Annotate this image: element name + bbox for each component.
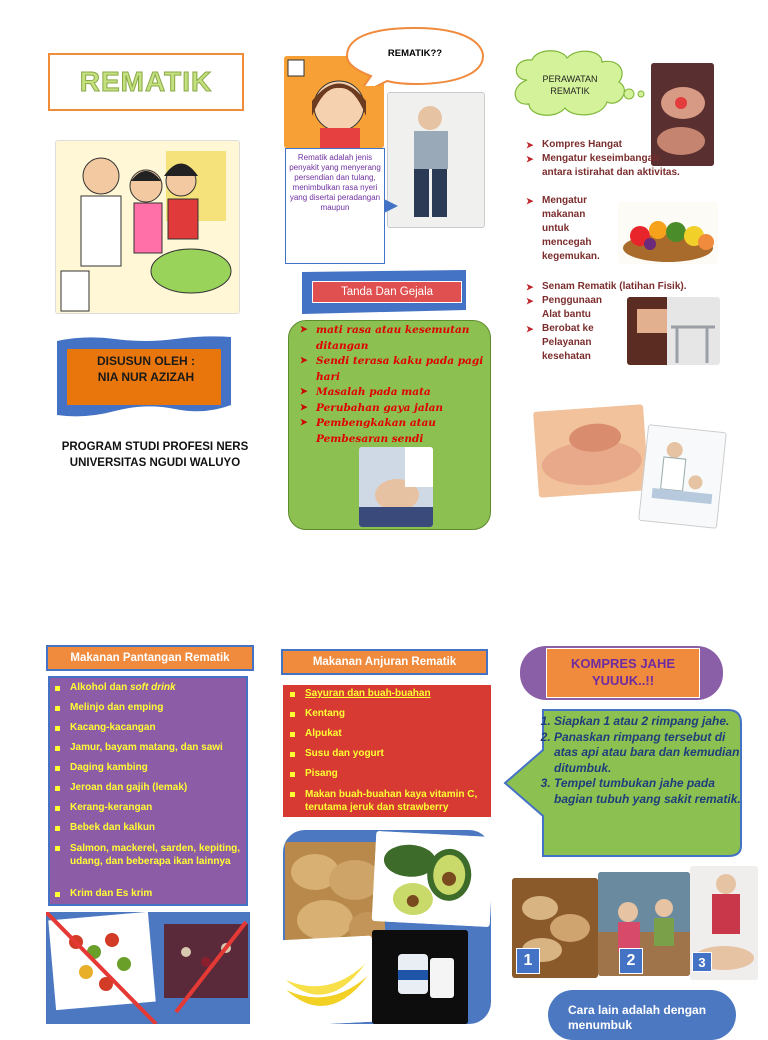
list-item: Kacang-kacangan	[50, 722, 248, 742]
fruit-photo	[618, 202, 718, 264]
definition-box: Rematik adalah jenis penyakit yang menyerang persendian dan tulang, menimbulkan rasa nyeri yang disertai peradangan maupun	[285, 148, 385, 264]
list-item: ➤ Perubahan gaya jalan	[300, 401, 490, 417]
list-item: ➤ Pembengkakan atau Pembesaran sendi	[300, 416, 490, 447]
list-item-italic: soft drink	[130, 682, 176, 693]
elderly-man-photo	[387, 92, 485, 228]
care-heading	[520, 73, 620, 97]
author-name: NIA NUR AZIZAH	[97, 370, 195, 384]
list-item: Alpukat	[285, 728, 485, 748]
knee-massage-photo	[533, 404, 649, 497]
list-item: ➤ Masalah pada mata	[300, 385, 490, 401]
list-item: Sayuran dan buah-buahan	[285, 688, 485, 708]
cartoon-illustration	[55, 140, 240, 314]
list-item: Krim dan Es krim	[50, 888, 248, 908]
avoid-foods-photo-area	[46, 912, 250, 1024]
symptoms-heading: Tanda Dan Gejala	[312, 281, 462, 303]
walker-photo	[627, 297, 720, 365]
avoid-foods-heading: Makanan Pantangan Rematik	[46, 645, 254, 671]
program-block	[40, 439, 270, 471]
recommended-foods-list	[285, 688, 485, 814]
care-list-1	[526, 138, 686, 180]
program-name: PROGRAM STUDI PROFESI NERS	[61, 441, 249, 453]
photo-number: 1	[516, 948, 540, 974]
ginger-preparation-photo	[598, 872, 690, 976]
avoid-foods-list	[50, 682, 248, 908]
university-name: UNIVERSITAS NGUDI WALUYO	[69, 457, 241, 469]
list-item: ➤ Sendi terasa kaku pada pagi hari	[300, 354, 490, 385]
knee-exam-photo	[359, 447, 433, 527]
author-block	[68, 353, 224, 385]
recommended-foods-heading: Makanan Anjuran Rematik	[281, 649, 488, 675]
potato-photo	[285, 842, 385, 950]
list-item: Pisang	[285, 768, 485, 788]
list-item: ➤ Mengatur makanan untuk mencegah kegemukan.	[526, 194, 606, 264]
step-item: 2. Panaskan rimpang tersebut di atas api atau bara dan kemudian ditumbuk.	[554, 730, 742, 777]
care-list-2	[526, 194, 606, 264]
list-item: Makan buah-buahan kaya vitamin C, terutama jeruk dan strawberry	[285, 788, 485, 814]
list-item: Bebek dan kalkun	[50, 822, 248, 842]
list-item: ➤ Kompres Hangat	[526, 138, 686, 152]
photo-number: 2	[619, 948, 643, 974]
list-item: Melinjo dan emping	[50, 702, 248, 722]
list-item: Kerang-kerangan	[50, 802, 248, 822]
list-item: Susu dan yogurt	[285, 748, 485, 768]
list-item: ➤ Penggunaan Alat bantu	[526, 294, 622, 322]
title-box	[48, 53, 244, 111]
banana-photo	[276, 936, 376, 1027]
list-item: Jeroan dan gajih (lemak)	[50, 782, 248, 802]
photo-number: 3	[692, 952, 712, 972]
milk-yogurt-photo	[372, 930, 468, 1024]
bed-rest-photo	[638, 424, 727, 529]
kompres-title: KOMPRES JAHE YUUUK..!!	[546, 648, 700, 698]
step-item: 1. Siapkan 1 atau 2 rimpang jahe.	[554, 714, 742, 730]
list-item: ➤ Mengatur keseimbangan antara istirahat dan aktivitas.	[526, 152, 686, 180]
alternative-method-text: Cara lain adalah dengan menumbuk	[568, 1003, 707, 1032]
list-item: ➤ Senam Rematik (latihan Fisik).	[526, 280, 696, 294]
list-item: ➤ Berobat ke Pelayanan kesehatan	[526, 322, 622, 364]
author-label: DISUSUN OLEH :	[96, 354, 195, 368]
list-item: Jamur, bayam matang, dan sawi	[50, 742, 248, 762]
speech-text: REMATIK??	[387, 48, 443, 59]
step-item: 3. Tempel tumbukan jahe pada bagian tubuh yang sakit rematik.	[554, 776, 742, 807]
symptoms-list	[300, 323, 490, 447]
avocado-photo	[372, 831, 495, 927]
care-heading-line2: REMATIK	[550, 86, 590, 96]
care-heading-line1: PERAWATAN	[542, 74, 598, 84]
list-item: ➤ mati rasa atau kesemutan ditangan	[300, 323, 490, 354]
page-title: REMATIK	[79, 66, 213, 97]
steps-list	[530, 714, 742, 807]
list-item-text: Alkohol dan	[70, 682, 130, 693]
list-item	[50, 682, 248, 702]
list-item: Salmon, mackerel, sarden, kepiting, udang, dan beberapa ikan lainnya	[50, 842, 248, 888]
list-item: Kentang	[285, 708, 485, 728]
list-item: Daging kambing	[50, 762, 248, 782]
